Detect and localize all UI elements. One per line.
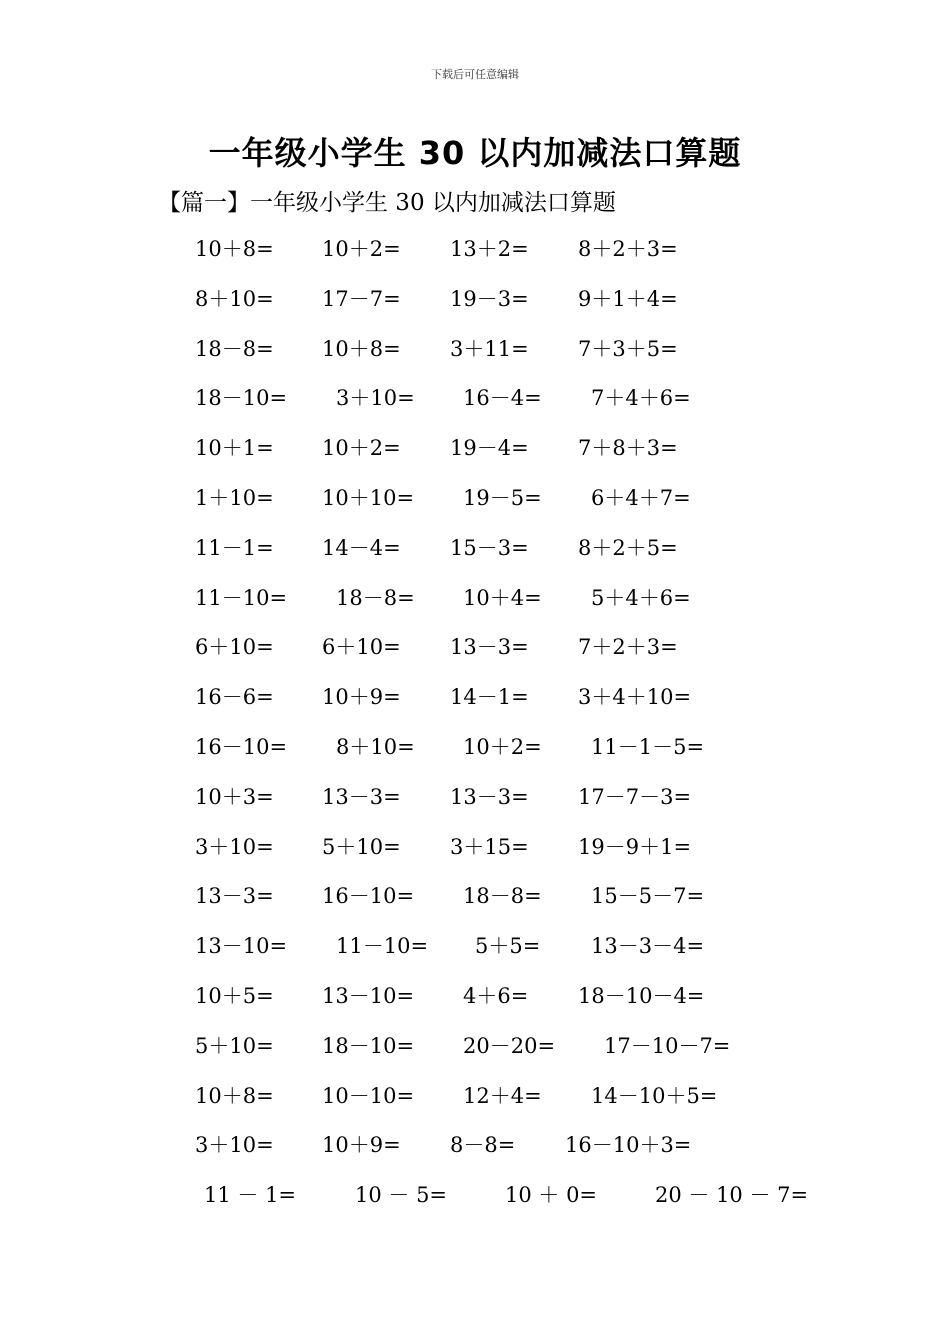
problem: 5＋5= — [475, 934, 541, 959]
problem-row — [0, 876, 950, 926]
problem: 10＋2= — [322, 436, 401, 461]
problem: 13＋2= — [450, 237, 529, 261]
problem: 14－4= — [322, 535, 401, 560]
problem: 17－7= — [322, 286, 401, 311]
problem: 9＋1＋4= — [578, 286, 678, 311]
problem: 16－10= — [195, 734, 288, 759]
problem: 10＋4= — [463, 585, 542, 610]
problem: 20 － 10 － 7= — [655, 1183, 809, 1208]
problem: 10＋9= — [322, 1133, 401, 1158]
problem: 5＋10= — [195, 1033, 274, 1058]
problem: 13－3= — [450, 635, 529, 660]
problem: 17－7－3= — [578, 784, 692, 809]
problem: 18－10= — [195, 386, 288, 411]
problem: 7＋2＋3= — [578, 635, 678, 660]
problem: 13－3= — [450, 784, 529, 809]
problem: 3＋10= — [336, 386, 415, 411]
problem-row — [0, 1125, 950, 1175]
problem: 7＋4＋6= — [591, 386, 691, 411]
problem: 10＋3= — [195, 784, 274, 809]
problem: 8＋10= — [195, 286, 274, 311]
problem: 13－3= — [195, 884, 274, 909]
problem-row — [0, 827, 950, 877]
problem: 18－8= — [336, 585, 415, 610]
problem: 8－8= — [450, 1133, 516, 1158]
problem: 18－10= — [322, 1033, 415, 1058]
problem-grid — [0, 229, 950, 1225]
problem: 6＋10= — [322, 635, 401, 660]
problem: 10＋10= — [322, 485, 415, 510]
problem: 14－10＋5= — [591, 1083, 718, 1108]
problem: 7＋3＋5= — [578, 336, 678, 361]
problem: 5＋10= — [322, 834, 401, 859]
problem: 10 － 5= — [355, 1183, 448, 1208]
problem-row — [0, 677, 950, 727]
problem-row — [0, 478, 950, 528]
problem: 18－8= — [195, 336, 274, 361]
problem: 3＋10= — [195, 834, 274, 859]
problem: 5＋4＋6= — [591, 585, 691, 610]
problem: 19－4= — [450, 436, 529, 461]
problem: 10＋9= — [322, 685, 401, 710]
problem: 17－10－7= — [604, 1033, 731, 1058]
problem: 6＋4＋7= — [591, 485, 691, 510]
problem-row — [0, 1175, 950, 1225]
problem-row — [0, 627, 950, 677]
problem: 7＋8＋3= — [578, 436, 678, 461]
problem: 14－1= — [450, 685, 529, 710]
problem: 13－3－4= — [591, 934, 705, 959]
problem: 15－3= — [450, 535, 529, 560]
problem: 18－10－4= — [578, 983, 705, 1008]
problem: 11 － 1= — [204, 1183, 297, 1208]
page-title: 一年级小学生 30 以内加减法口算题 — [208, 134, 742, 172]
problem: 15－5－7= — [591, 884, 705, 909]
problem: 3＋15= — [450, 834, 529, 859]
section-heading: 【篇一】一年级小学生 30 以内加减法口算题 — [158, 190, 616, 216]
problem: 3＋10= — [195, 1133, 274, 1158]
problem-row — [0, 528, 950, 578]
problem: 8＋2＋5= — [578, 535, 678, 560]
problem: 10＋1= — [195, 436, 274, 461]
problem: 10＋2= — [463, 734, 542, 759]
problem: 10＋5= — [195, 983, 274, 1008]
problem: 19－5= — [463, 485, 542, 510]
problem: 13－10= — [195, 934, 288, 959]
problem: 19－3= — [450, 286, 529, 311]
header-note: 下载后可任意编辑 — [431, 68, 519, 81]
problem: 10－10= — [322, 1083, 415, 1108]
problem: 10＋8= — [322, 336, 401, 361]
problem: 3＋11= — [450, 336, 529, 361]
problem: 8＋2＋3= — [578, 237, 678, 261]
problem-row — [0, 329, 950, 379]
problem: 13－10= — [322, 983, 415, 1008]
problem: 16－10= — [322, 884, 415, 909]
problem: 1＋10= — [195, 485, 274, 510]
problem-row — [0, 777, 950, 827]
problem-row — [0, 976, 950, 1026]
problem: 20－20= — [463, 1033, 556, 1058]
problem: 16－10＋3= — [565, 1133, 692, 1158]
problem: 6＋10= — [195, 635, 274, 660]
problem: 16－6= — [195, 685, 274, 710]
problem: 11－10= — [195, 585, 288, 610]
problem: 11－10= — [336, 934, 429, 959]
problem-row — [0, 727, 950, 777]
problem-row — [0, 229, 950, 279]
problem: 10＋8= — [195, 1083, 274, 1108]
problem-row — [0, 1076, 950, 1126]
problem-row — [0, 578, 950, 628]
problem: 10＋8= — [195, 237, 274, 261]
problem-row — [0, 279, 950, 329]
problem-row — [0, 926, 950, 976]
problem: 12＋4= — [463, 1083, 542, 1108]
problem: 4＋6= — [463, 983, 529, 1008]
problem: 19－9＋1= — [578, 834, 692, 859]
problem-row — [0, 378, 950, 428]
problem: 18－8= — [463, 884, 542, 909]
problem: 11－1= — [195, 535, 274, 560]
problem-row — [0, 428, 950, 478]
problem: 11－1－5= — [591, 734, 705, 759]
problem: 8＋10= — [336, 734, 415, 759]
problem: 16－4= — [463, 386, 542, 411]
problem-row — [0, 1026, 950, 1076]
problem: 13－3= — [322, 784, 401, 809]
problem: 10 ＋ 0= — [505, 1183, 598, 1208]
problem: 3＋4＋10= — [578, 685, 692, 710]
problem: 10＋2= — [322, 237, 401, 261]
